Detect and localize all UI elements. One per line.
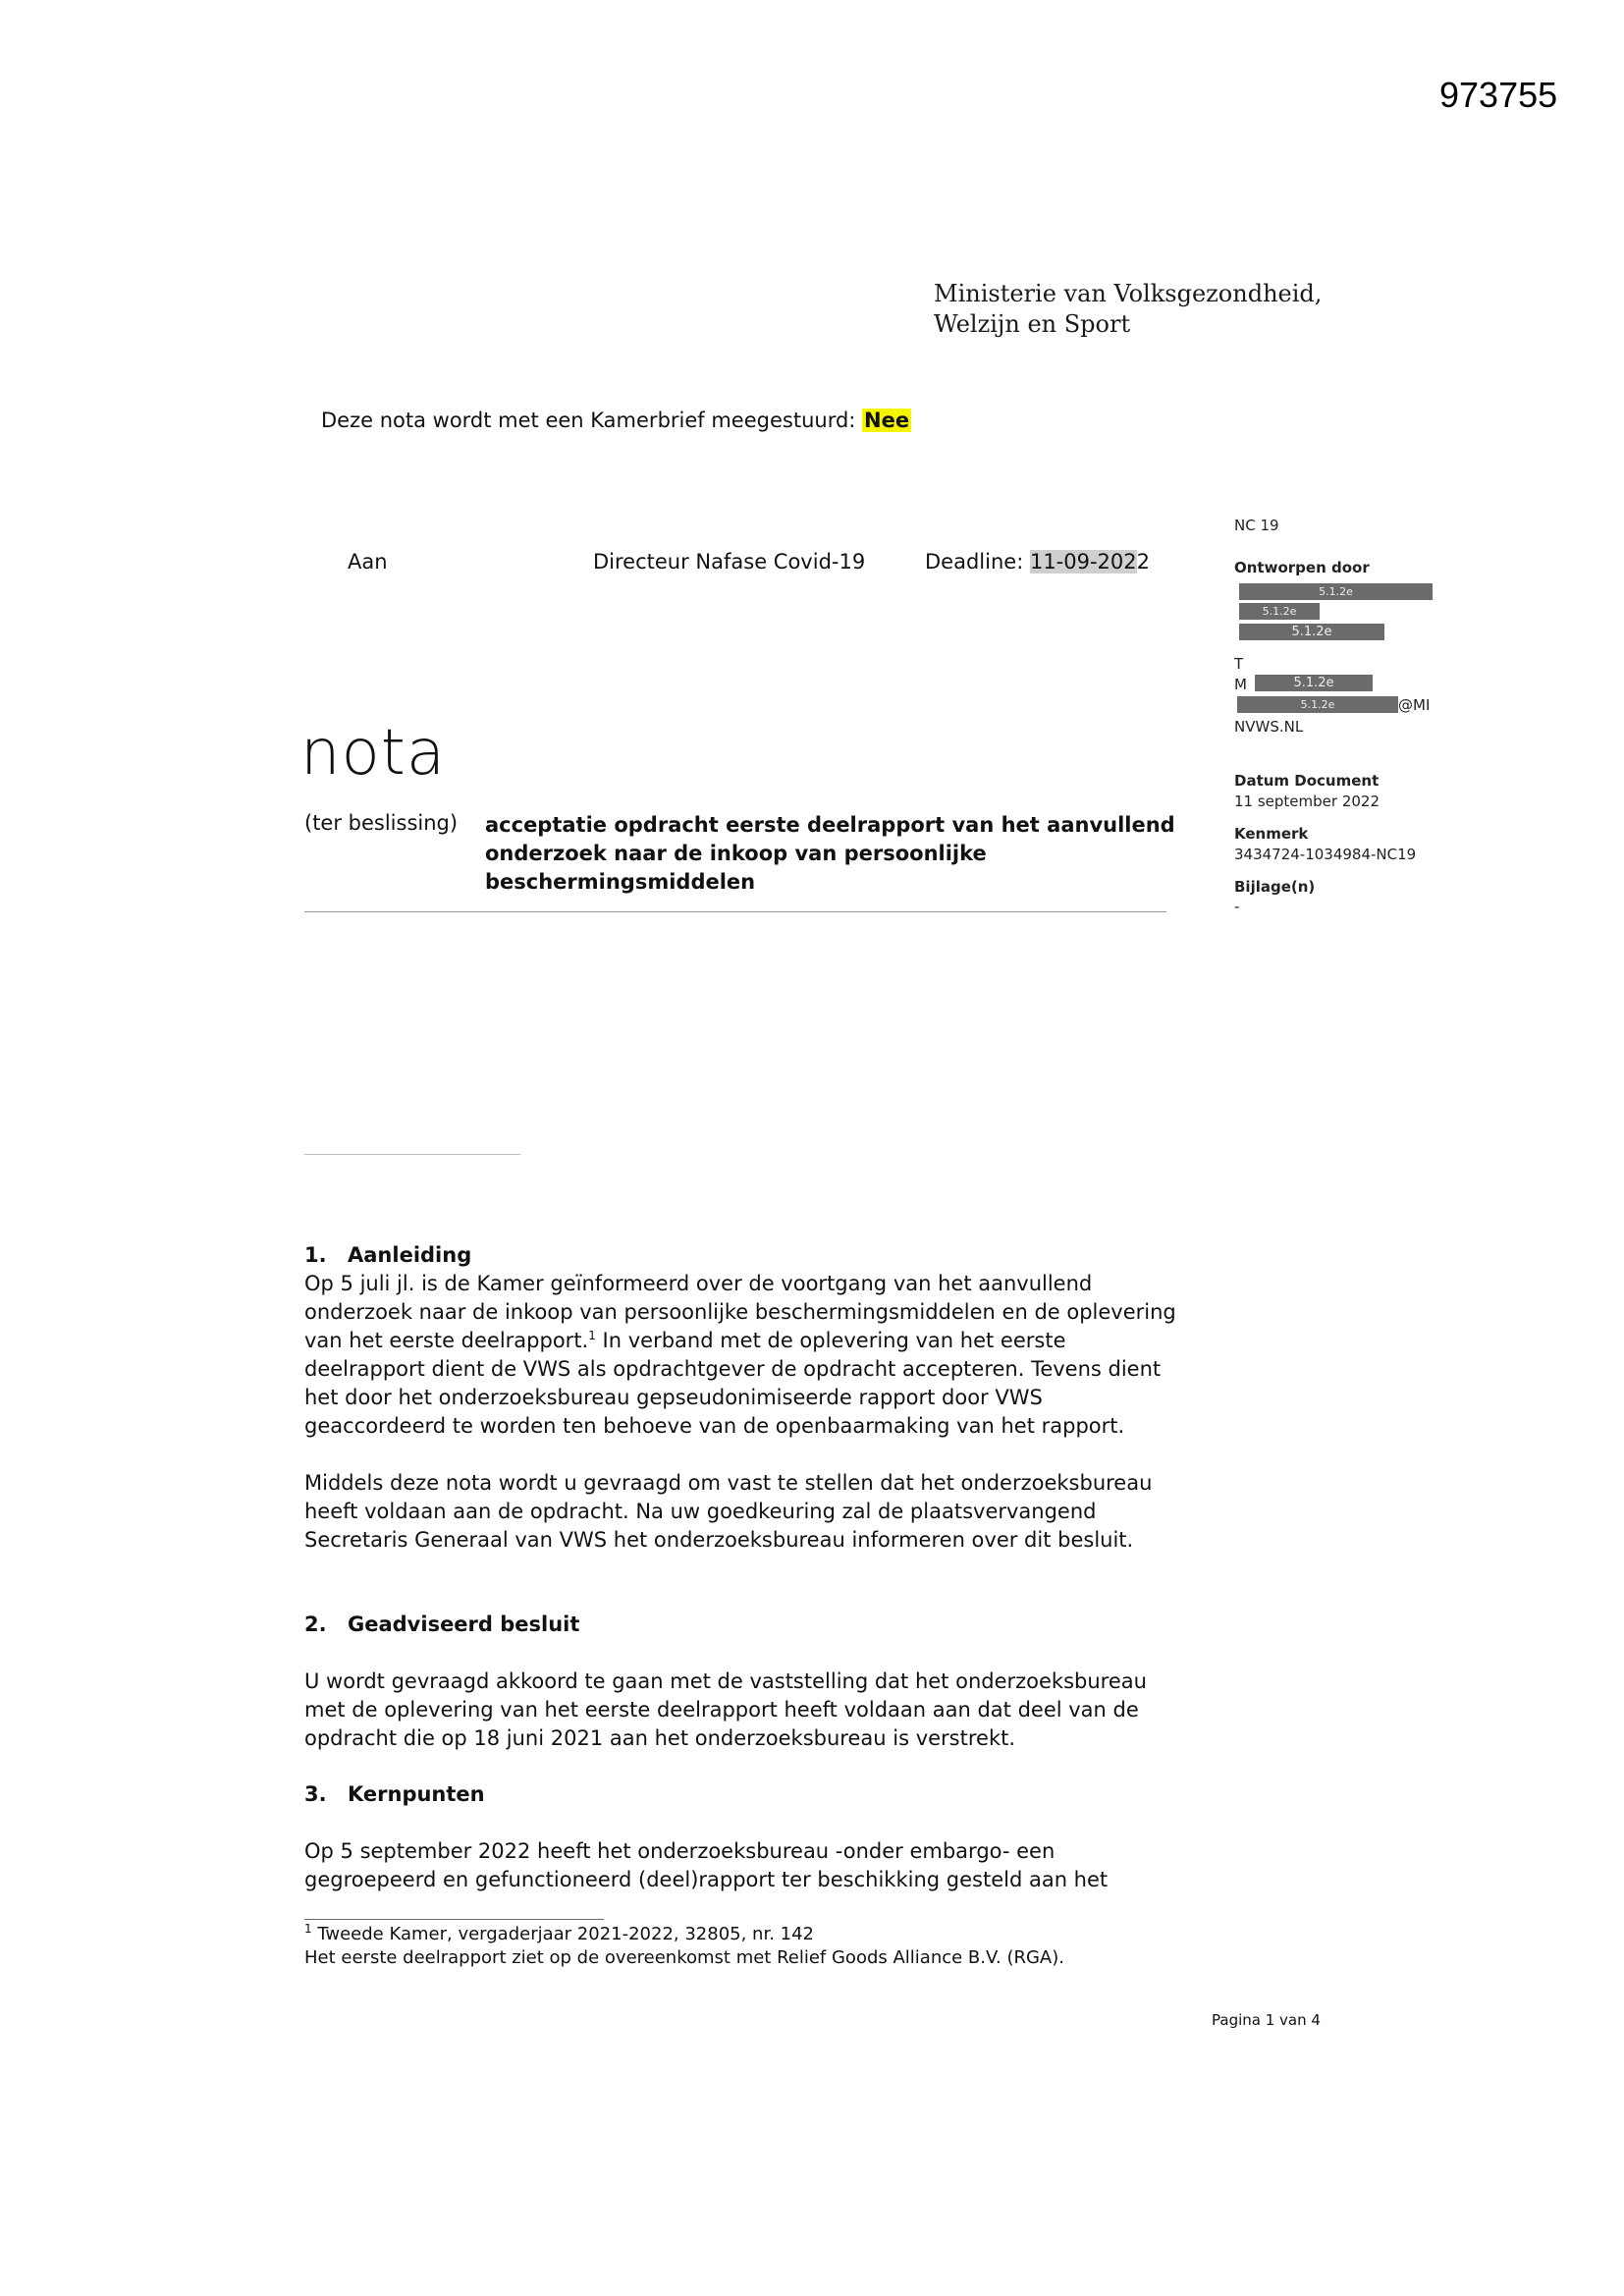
aan-label: Aan [348,550,388,574]
redaction-bar: 5.1.2e [1237,696,1398,713]
aan-value: Directeur Nafase Covid-19 [593,550,866,574]
email-domain: NVWS.NL [1234,718,1304,736]
section-2 [304,1611,1188,1753]
section-3-paragraph-1: Op 5 september 2022 heeft het onderzoeksbureau -onder embargo- een gegroepeerd en gefunctioneerd (deel)rapport ter beschikking gesteld aan het [304,1839,1109,1891]
section-1 [304,1241,1188,1555]
ministry-line-1: Ministerie van Volksgezondheid, [934,280,1323,307]
redaction-bar: 5.1.2e [1239,624,1384,640]
section-1-paragraph-2: Middels deze nota wordt u gevraagd om vast te stellen dat het onderzoeksbureau heeft voldaan aan de opdracht. Na uw goedkeuring zal de plaatsvervangend Secretaris Generaal van VWS het onderzoeksbureau informeren over dit besluit. [304,1471,1153,1552]
deadline-value-rest: 2 [1136,550,1151,574]
kamerbrief-line [321,409,911,432]
sidebar-t: T [1234,655,1244,673]
page-number: Pagina 1 van 4 [1212,2011,1321,2029]
ter-beslissing: (ter beslissing) [304,811,459,835]
nota-heading: nota [300,717,447,790]
footnote-text-1: Tweede Kamer, vergaderjaar 2021-2022, 32805, nr. 142 [311,1924,815,1944]
section-3-title: Kernpunten [348,1782,485,1806]
section-2-paragraph-1: U wordt gevraagd akkoord te gaan met de vaststelling dat het onderzoeksbureau met de oplevering van het eerste deelrapport heeft voldaan aan dat deel van de opdracht die op 18 juni 2021 aan het onderzoeksbureau is verstrekt. [304,1669,1147,1750]
footnote-number: 1 [304,1922,312,1936]
deadline-label: Deadline: [925,550,1030,574]
s1-p1-text-b: In verband met de oplevering van het eerste deelrapport dient de VWS als opdrachtgever de opdracht accepteren. Tevens dient het door het onderzoeksbureau gepseudonimiseerde rapport door VWS geaccordeerd te worden ten behoeve van de openbaarmaking van het rapport. [304,1329,1162,1438]
bijlage-value: - [1234,898,1240,915]
section-2-number: 2. [304,1613,327,1636]
footnote-line-2: Het eerste deelrapport ziet op de overeenkomst met Relief Goods Alliance B.V. (RGA). [304,1947,1064,1968]
footnote [304,1923,1064,1970]
deadline-value-highlight: 11-09-202 [1029,550,1137,574]
section-2-title: Geadviseerd besluit [348,1613,580,1636]
sidebar-bijlage-label [1234,878,1315,896]
sidebar-datum-label [1234,772,1379,790]
ministry-logo-text [934,279,1322,340]
redaction-bar: 5.1.2e [1239,583,1433,600]
datum-value: 11 september 2022 [1234,793,1380,810]
subject-line-2: onderzoek naar de inkoop van persoonlijke [485,842,987,865]
subject-line-1: acceptatie opdracht eerste deelrapport van het aanvullend [485,813,1175,837]
sidebar-nc: NC 19 [1234,517,1279,534]
section-3-number: 3. [304,1782,327,1806]
section-3-heading [304,1780,1188,1809]
sidebar-kenmerk-label [1234,825,1308,843]
kenmerk-value: 3434724-1034984-NC19 [1234,846,1417,863]
redaction-bar: 5.1.2e [1255,675,1373,691]
subject-line-3: beschermingsmiddelen [485,870,756,894]
s1-p1-text-a: Op 5 juli jl. is de Kamer geïnformeerd over de voortgang van het aanvullend onderzoek naar de inkoop van persoonlijke beschermingsmiddelen en de oplevering van het eerste deelrapport. [304,1272,1176,1352]
kamerbrief-value: Nee [864,409,910,432]
email-suffix: @MI [1398,696,1431,714]
subject-divider [304,911,1166,912]
deadline [925,550,1150,574]
short-divider [304,1154,520,1155]
footnote-line-1 [304,1923,1064,1946]
sidebar-ontworpen-label [1234,559,1370,576]
section-1-title: Aanleiding [348,1243,472,1267]
kamerbrief-text: Deze nota wordt met een Kamerbrief meegestuurd: [321,409,863,432]
section-1-number: 1. [304,1243,327,1267]
document-number: 973755 [1439,75,1558,115]
sidebar-m: M [1234,676,1247,693]
footnote-ref: 1 [588,1329,596,1342]
bijlage-label: Bijlage(n) [1234,878,1316,896]
subject [485,811,1192,897]
section-1-heading [304,1241,1188,1270]
datum-label: Datum Document [1234,772,1380,790]
kenmerk-label: Kenmerk [1234,825,1309,843]
section-1-paragraph-1 [304,1270,1188,1441]
footnote-divider [304,1919,604,1920]
ontworpen-door-label: Ontworpen door [1234,559,1370,576]
section-2-heading [304,1611,1188,1639]
redaction-bar: 5.1.2e [1239,603,1320,620]
ministry-line-2: Welzijn en Sport [934,310,1131,338]
section-3 [304,1780,1188,1894]
